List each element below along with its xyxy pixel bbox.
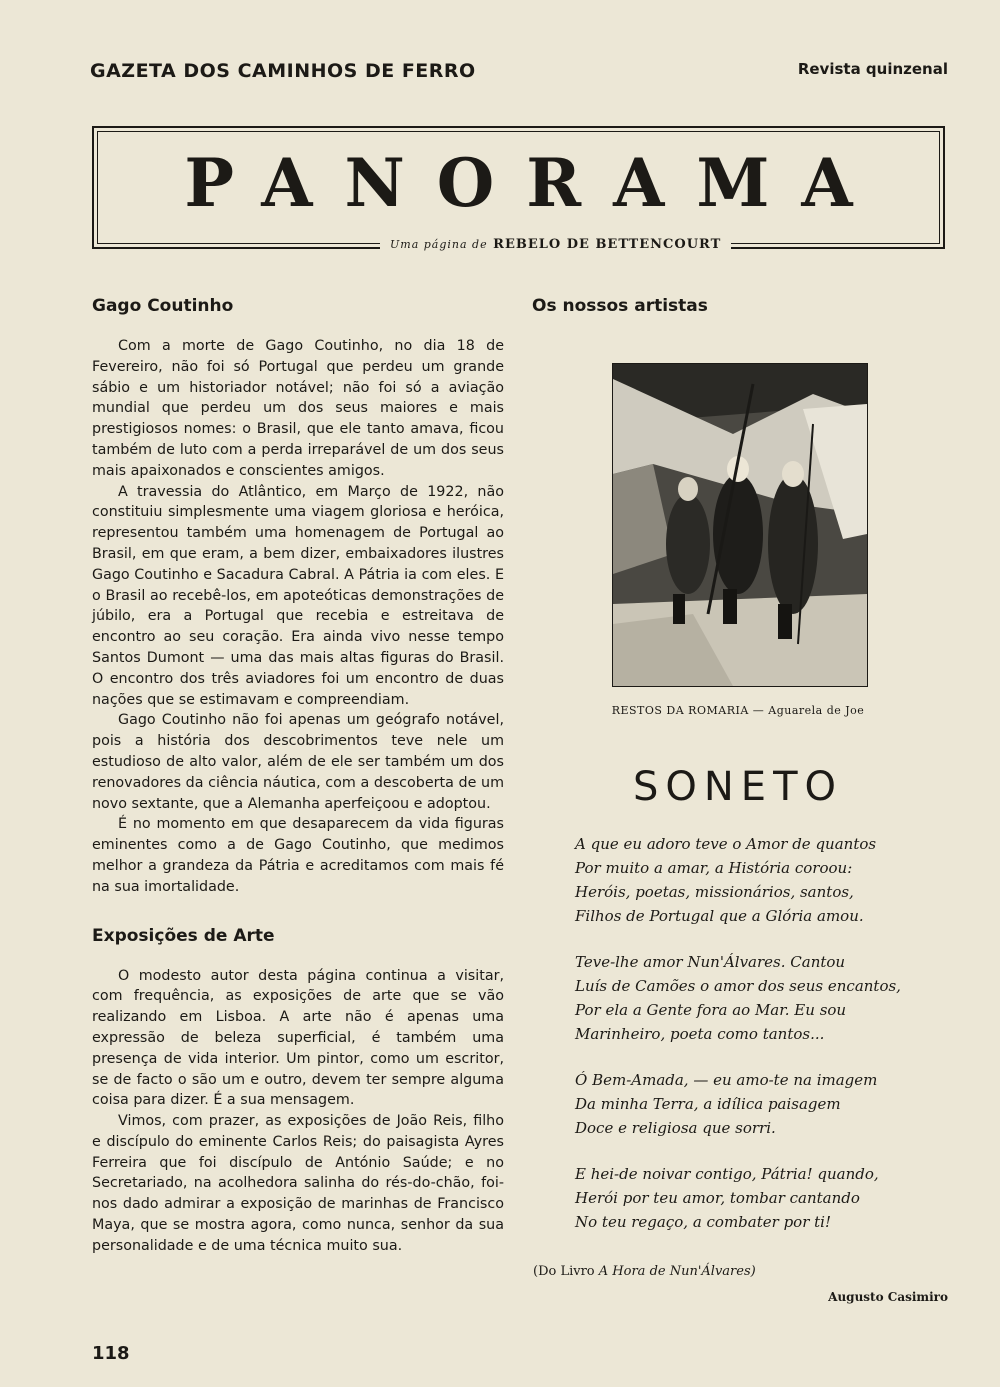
poem-line: Doce e religiosa que sorri.: [575, 1119, 776, 1137]
poem-line: Teve-lhe amor Nun'Álvares. Cantou: [575, 953, 846, 971]
poem-line: No teu regaço, a combater por ti!: [575, 1213, 831, 1231]
journal-frequency: Revista quinzenal: [797, 60, 948, 78]
poem-line: Da minha Terra, a idílica paisagem: [575, 1095, 841, 1113]
journal-title: GAZETA DOS CAMINHOS DE FERRO: [90, 60, 476, 82]
poem-line: A que eu adoro teve o Amor de quantos: [575, 835, 877, 853]
romaria-painting: [613, 364, 867, 686]
poem-stanza: [575, 1068, 945, 1140]
poem-line: Marinheiro, poeta como tantos...: [575, 1025, 825, 1043]
poem-stanza: [575, 950, 945, 1046]
poem-line: Herói por teu amor, tombar cantando: [575, 1189, 860, 1207]
paragraph: É no momento em que desaparecem da vida figuras eminentes como a de Gago Coutinho, que medimos melhor a grandeza da Pátria e acreditamos com mais fé na sua imortalidade.: [92, 816, 504, 895]
poem-line: Por ela a Gente fora ao Mar. Eu sou: [575, 1001, 847, 1019]
section-heading-artistas: Os nossos artistas: [532, 296, 708, 316]
illustration-caption: RESTOS DA ROMARIA — Aguarela de Joe: [611, 704, 865, 717]
poem: [575, 832, 945, 1256]
section-heading-exposicoes: Exposições de Arte: [92, 925, 275, 946]
source-prefix: (Do Livro: [533, 1264, 595, 1279]
poem-author: Augusto Casimiro: [828, 1290, 948, 1304]
source-title: A Hora de Nun'Álvares): [598, 1264, 756, 1279]
section-gap: [92, 898, 504, 926]
paragraph: O modesto autor desta página continua a visitar, com frequência, as exposições de arte que se vão realizando em Lisboa. A arte não é apenas uma expressão de beleza superficial, é também uma presença de vida interior. Um pintor, como um escritor, se de facto o são um e outro, devem ter sempre alguma coisa para dizer. É a sua mensagem.: [92, 967, 504, 1109]
byline-prefix: Uma página de: [390, 238, 488, 251]
poem-line: E hei-de noivar contigo, Pátria! quando,: [575, 1165, 879, 1183]
poem-stanza: [575, 1162, 945, 1234]
poem-stanza: [575, 832, 945, 928]
poem-title: SONETO: [633, 764, 843, 810]
paragraph: A travessia do Atlântico, em Março de 1922, não constituiu simplesmente uma viagem gloriosa e heróica, representou também uma homenagem de Portugal ao Brasil, em que eram, a bem dizer, embaixadores ilustres Gago Coutinho e Sacadura Cabral. A Pátria ia com eles. E o Brasil ao recebê-los, em apoteóticas demonstrações de júbilo, era a Portugal que recebia e estreitava de encontro ao seu coração. Era ainda vivo nesse tempo Santos Dumont — uma das mais altas figuras do Brasil. O encontro dos três aviadores foi um encontro de duas nações que se estimavam e compreendiam.: [92, 483, 504, 708]
right-column: [532, 296, 944, 336]
watercolor-illustration: [612, 363, 868, 687]
poem-line: Filhos de Portugal que a Glória amou.: [575, 907, 864, 925]
poem-source: [533, 1264, 756, 1279]
section-heading-gago-coutinho: Gago Coutinho: [92, 296, 234, 316]
poem-line: Ó Bem-Amada, — eu amo-te na imagem: [575, 1071, 878, 1089]
left-column: [92, 296, 504, 1257]
paragraph: Com a morte de Gago Coutinho, no dia 18 de Fevereiro, não foi só Portugal que perdeu um grande sábio e um historiador notável; não foi só a aviação mundial que perdeu um dos seus maiores e mais prestigiosos nomes: o Brasil, que ele tanto amava, ficou também de luto com a perda irreparável de um dos seus mais apaixonados e conscientes amigos.: [92, 338, 504, 479]
poem-line: Por muito a amar, a História coroou:: [575, 859, 853, 877]
byline-author: REBELO DE BETTENCOURT: [493, 237, 722, 252]
panorama-banner: [92, 126, 945, 249]
paragraph: Vimos, com prazer, as exposições de João Reis, filho e discípulo do eminente Carlos Reis; do paisagista Ayres Ferreira que foi discípulo de António Saúde; e no Secretariado, na acolhedora salinha do rés-do-chão, foi-nos dado admirar a exposição de marinhas de Francisco Maya, que se mostra agora, como nunca, senhor da sua personalidade e de uma técnica muito sua.: [92, 1113, 504, 1254]
paragraph: Gago Coutinho não foi apenas um geógrafo notável, pois a história dos descobrimentos teve nele um estudioso de alto valor, além de ele ser também um dos renovadores da ciência náutica, com a descoberta de um novo sextante, que a Alemanha aperfeiçoou e adoptou.: [92, 712, 504, 812]
page-number: 118: [92, 1343, 130, 1364]
poem-line: Luís de Camões o amor dos seus encantos,: [575, 977, 901, 995]
banner-title: PANORAMA: [184, 144, 885, 222]
poem-line: Heróis, poetas, missionários, santos,: [575, 883, 854, 901]
banner-byline: [380, 237, 731, 252]
